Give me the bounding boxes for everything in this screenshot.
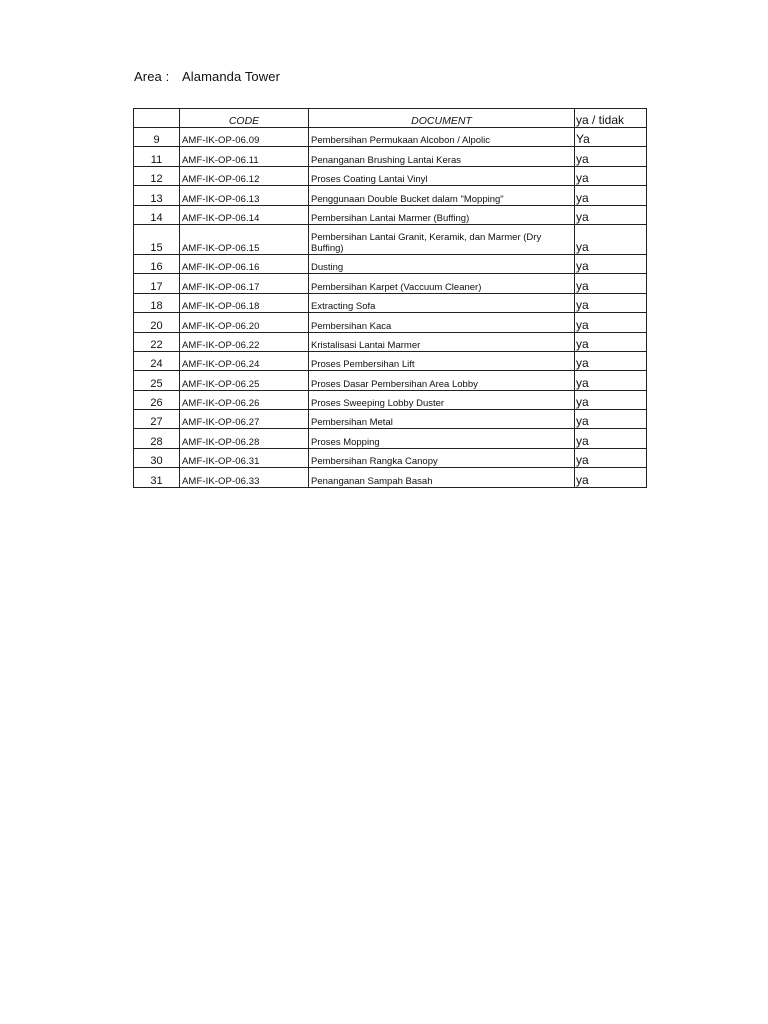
row-document: Penggunaan Double Bucket dalam "Mopping" [309, 186, 575, 205]
row-status: ya [575, 186, 647, 205]
row-document: Pembersihan Karpet (Vaccuum Cleaner) [309, 274, 575, 293]
row-status: ya [575, 468, 647, 487]
row-document: Proses Sweeping Lobby Duster [309, 390, 575, 409]
row-number: 26 [134, 390, 180, 409]
row-code: AMF-IK-OP-06.17 [180, 274, 309, 293]
row-number: 16 [134, 254, 180, 273]
row-document: Dusting [309, 254, 575, 273]
table-row [134, 351, 647, 370]
row-status: ya [575, 274, 647, 293]
row-status: ya [575, 254, 647, 273]
document-table [133, 108, 647, 488]
table-row [134, 429, 647, 448]
row-number: 17 [134, 274, 180, 293]
row-status: ya [575, 410, 647, 429]
area-value: Alamanda Tower [182, 69, 280, 84]
row-document: Proses Dasar Pembersihan Area Lobby [309, 371, 575, 390]
area-label: Area : [134, 69, 170, 84]
table-row [134, 293, 647, 312]
row-code: AMF-IK-OP-06.12 [180, 166, 309, 185]
row-number: 30 [134, 448, 180, 467]
row-status: ya [575, 293, 647, 312]
row-status: Ya [575, 128, 647, 147]
row-number: 11 [134, 147, 180, 166]
header-number [134, 109, 180, 128]
row-number: 18 [134, 293, 180, 312]
row-number: 14 [134, 205, 180, 224]
row-number: 12 [134, 166, 180, 185]
row-code: AMF-IK-OP-06.16 [180, 254, 309, 273]
row-document: Extracting Sofa [309, 293, 575, 312]
row-code: AMF-IK-OP-06.27 [180, 410, 309, 429]
row-status: ya [575, 332, 647, 351]
row-number: 27 [134, 410, 180, 429]
row-number: 9 [134, 128, 180, 147]
table-row [134, 371, 647, 390]
table-row [134, 205, 647, 224]
row-status: ya [575, 390, 647, 409]
row-code: AMF-IK-OP-06.33 [180, 468, 309, 487]
table-row [134, 448, 647, 467]
row-code: AMF-IK-OP-06.14 [180, 205, 309, 224]
row-code: AMF-IK-OP-06.31 [180, 448, 309, 467]
row-number: 20 [134, 313, 180, 332]
row-document: Kristalisasi Lantai Marmer [309, 332, 575, 351]
row-code: AMF-IK-OP-06.11 [180, 147, 309, 166]
row-document: Pembersihan Rangka Canopy [309, 448, 575, 467]
table-row [134, 468, 647, 487]
row-status: ya [575, 371, 647, 390]
row-number: 31 [134, 468, 180, 487]
row-document: Pembersihan Lantai Granit, Keramik, dan Marmer (Dry Buffing) [309, 224, 575, 254]
row-document: Proses Coating Lantai Vinyl [309, 166, 575, 185]
row-status: ya [575, 166, 647, 185]
table-row [134, 410, 647, 429]
table-row [134, 166, 647, 185]
table-row [134, 128, 647, 147]
table-row [134, 313, 647, 332]
row-code: AMF-IK-OP-06.18 [180, 293, 309, 312]
row-number: 22 [134, 332, 180, 351]
row-status: ya [575, 205, 647, 224]
row-status: ya [575, 429, 647, 448]
row-status: ya [575, 313, 647, 332]
table-row [134, 274, 647, 293]
row-number: 25 [134, 371, 180, 390]
row-number: 13 [134, 186, 180, 205]
row-document: Proses Mopping [309, 429, 575, 448]
header-code: CODE [180, 109, 309, 128]
row-status: ya [575, 224, 647, 254]
row-document: Penanganan Sampah Basah [309, 468, 575, 487]
table-row [134, 254, 647, 273]
header-row [134, 109, 647, 128]
row-code: AMF-IK-OP-06.24 [180, 351, 309, 370]
row-code: AMF-IK-OP-06.15 [180, 224, 309, 254]
row-code: AMF-IK-OP-06.25 [180, 371, 309, 390]
row-status: ya [575, 351, 647, 370]
row-document: Pembersihan Lantai Marmer (Buffing) [309, 205, 575, 224]
row-document: Proses Pembersihan Lift [309, 351, 575, 370]
row-code: AMF-IK-OP-06.13 [180, 186, 309, 205]
row-code: AMF-IK-OP-06.09 [180, 128, 309, 147]
table-row [134, 332, 647, 351]
row-document: Pembersihan Kaca [309, 313, 575, 332]
table-header [134, 109, 647, 128]
header-status: ya / tidak [575, 109, 647, 128]
row-number: 24 [134, 351, 180, 370]
row-code: AMF-IK-OP-06.28 [180, 429, 309, 448]
table-row [134, 186, 647, 205]
table-body [134, 128, 647, 488]
row-document: Penanganan Brushing Lantai Keras [309, 147, 575, 166]
table-row [134, 224, 647, 254]
row-document: Pembersihan Metal [309, 410, 575, 429]
row-status: ya [575, 147, 647, 166]
table-row [134, 147, 647, 166]
row-status: ya [575, 448, 647, 467]
row-code: AMF-IK-OP-06.22 [180, 332, 309, 351]
row-document: Pembersihan Permukaan Alcobon / Alpolic [309, 128, 575, 147]
area-header [134, 69, 280, 84]
row-number: 28 [134, 429, 180, 448]
row-code: AMF-IK-OP-06.20 [180, 313, 309, 332]
row-code: AMF-IK-OP-06.26 [180, 390, 309, 409]
row-number: 15 [134, 224, 180, 254]
table-row [134, 390, 647, 409]
header-document: DOCUMENT [309, 109, 575, 128]
